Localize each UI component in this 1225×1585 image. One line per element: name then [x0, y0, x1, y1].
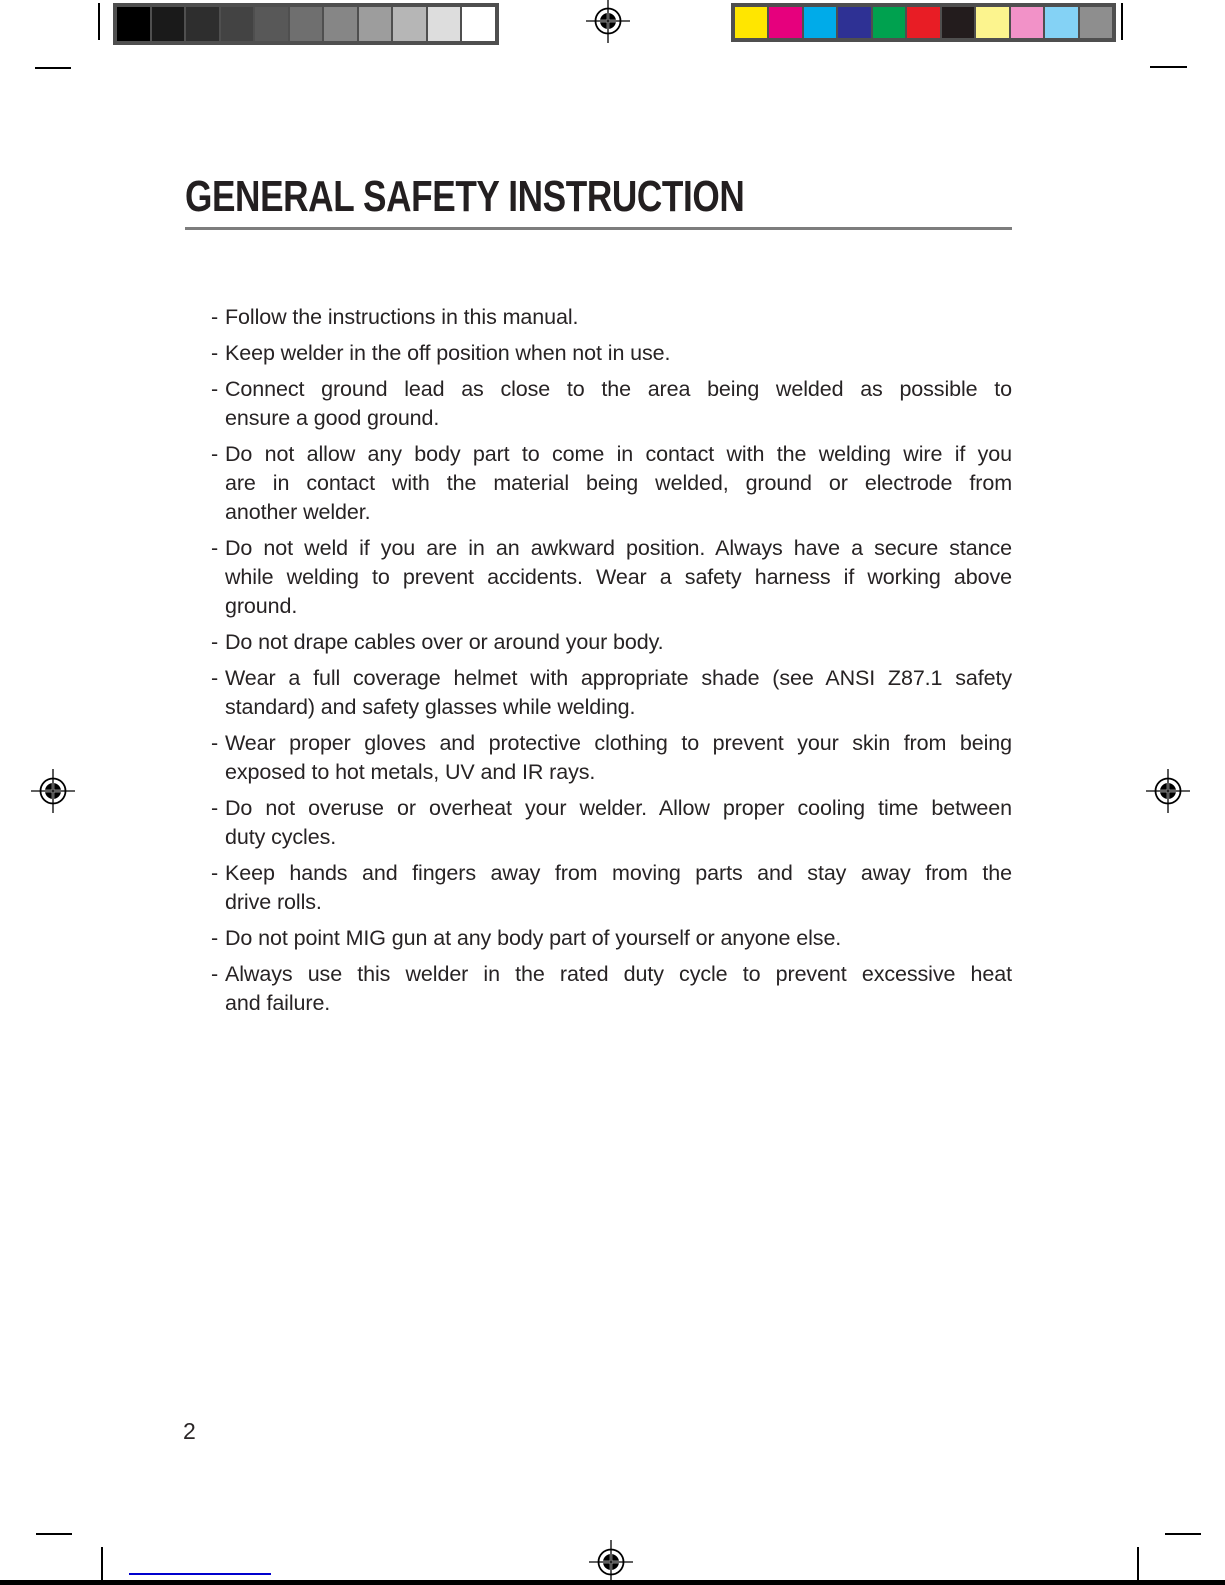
- calibration-swatch: [976, 7, 1008, 38]
- bullet-dash: -: [211, 796, 219, 820]
- crop-mark: [1121, 3, 1123, 40]
- instruction-item: [211, 794, 1012, 852]
- instruction-line: Do not allow any body part to come in contact with the welding wire if you: [225, 442, 1012, 466]
- bullet-dash: -: [211, 731, 219, 755]
- color-calibration-bar: [731, 3, 1116, 42]
- instruction-line: Wear proper gloves and protective clothing to prevent your skin from being: [225, 731, 1012, 755]
- calibration-swatch: [1045, 7, 1077, 38]
- calibration-swatch: [942, 7, 974, 38]
- bullet-dash: -: [211, 377, 219, 401]
- calibration-swatch: [907, 7, 939, 38]
- crop-mark: [36, 1533, 72, 1535]
- instruction-line: Keep hands and fingers away from moving parts and stay away from the: [225, 861, 1012, 885]
- instruction-line: Always use this welder in the rated duty cycle to prevent excessive heat: [225, 962, 1012, 986]
- bullet-dash: -: [211, 861, 219, 885]
- page-title: GENERAL SAFETY INSTRUCTION: [185, 172, 745, 221]
- calibration-swatch: [324, 7, 357, 41]
- instruction-item: [211, 303, 1012, 332]
- instruction-item: [211, 859, 1012, 917]
- bullet-dash: -: [211, 536, 219, 560]
- crop-mark: [35, 67, 71, 69]
- instruction-line: Do not drape cables over or around your body.: [225, 630, 664, 654]
- instruction-line: Do not weld if you are in an awkward position. Always have a secure stance: [225, 536, 1012, 560]
- registration-mark-icon: [1146, 769, 1190, 813]
- bullet-dash: -: [211, 666, 219, 690]
- instruction-text: [225, 664, 1012, 722]
- bullet-dash: -: [211, 962, 219, 986]
- registration-mark-icon: [589, 1540, 633, 1584]
- instruction-line: are in contact with the material being welded, ground or electrode from: [225, 471, 1012, 495]
- instruction-item: [211, 440, 1012, 527]
- bullet-dash: -: [211, 305, 219, 329]
- instruction-line: another welder.: [225, 500, 371, 524]
- instruction-line: standard) and safety glasses while welding.: [225, 695, 636, 719]
- calibration-swatch: [152, 7, 185, 41]
- instruction-text: [225, 729, 1012, 787]
- calibration-swatch: [290, 7, 323, 41]
- instruction-item: [211, 339, 1012, 368]
- crop-mark: [98, 3, 100, 40]
- instruction-line: Do not overuse or overheat your welder. Allow proper cooling time between: [225, 796, 1012, 820]
- instruction-text: [225, 375, 1012, 433]
- instruction-text: [225, 794, 1012, 852]
- calibration-swatch: [462, 7, 495, 41]
- instruction-item: [211, 729, 1012, 787]
- bottom-edge-bar: [0, 1580, 1225, 1585]
- instruction-text: [225, 303, 1012, 332]
- instruction-list: [211, 303, 1012, 1025]
- instruction-line: Keep welder in the off position when not in use.: [225, 341, 671, 365]
- calibration-swatch: [1011, 7, 1043, 38]
- calibration-swatch: [428, 7, 461, 41]
- bullet-dash: -: [211, 926, 219, 950]
- bullet-dash: -: [211, 442, 219, 466]
- instruction-text: [225, 339, 1012, 368]
- instruction-item: [211, 664, 1012, 722]
- calibration-swatch: [221, 7, 254, 41]
- calibration-swatch: [393, 7, 426, 41]
- crop-mark: [1150, 66, 1187, 68]
- crop-mark: [1165, 1533, 1201, 1535]
- calibration-swatch: [804, 7, 836, 38]
- title-rule: [185, 227, 1012, 230]
- calibration-swatch: [186, 7, 219, 41]
- calibration-swatch: [255, 7, 288, 41]
- registration-mark-icon: [586, 0, 630, 43]
- instruction-line: while welding to prevent accidents. Wear a safety harness if working above: [225, 565, 1012, 589]
- instruction-item: [211, 960, 1012, 1018]
- bullet-dash: -: [211, 341, 219, 365]
- instruction-text: [225, 534, 1012, 621]
- calibration-swatch: [1080, 7, 1112, 38]
- instruction-text: [225, 859, 1012, 917]
- instruction-line: Do not point MIG gun at any body part of yourself or anyone else.: [225, 926, 842, 950]
- instruction-line: exposed to hot metals, UV and IR rays.: [225, 760, 596, 784]
- instruction-line: duty cycles.: [225, 825, 337, 849]
- instruction-item: [211, 628, 1012, 657]
- instruction-line: Wear a full coverage helmet with appropriate shade (see ANSI Z87.1 safety: [225, 666, 1012, 690]
- calibration-swatch: [873, 7, 905, 38]
- instruction-line: ground.: [225, 594, 298, 618]
- instruction-line: and failure.: [225, 991, 331, 1015]
- calibration-swatch: [117, 7, 150, 41]
- instruction-line: ensure a good ground.: [225, 406, 440, 430]
- calibration-swatch: [838, 7, 870, 38]
- instruction-line: Follow the instructions in this manual.: [225, 305, 579, 329]
- instruction-text: [225, 960, 1012, 1018]
- instruction-line: Connect ground lead as close to the area being welded as possible to: [225, 377, 1012, 401]
- instruction-text: [225, 628, 1012, 657]
- calibration-swatch: [359, 7, 392, 41]
- calibration-swatch: [769, 7, 801, 38]
- instruction-text: [225, 924, 1012, 953]
- page-number: 2: [183, 1418, 196, 1444]
- registration-mark-icon: [31, 769, 75, 813]
- instruction-item: [211, 375, 1012, 433]
- grayscale-calibration-bar: [113, 3, 499, 45]
- calibration-swatch: [735, 7, 767, 38]
- instruction-text: [225, 440, 1012, 527]
- link-underline: [129, 1573, 271, 1575]
- instruction-item: [211, 924, 1012, 953]
- bullet-dash: -: [211, 630, 219, 654]
- instruction-line: drive rolls.: [225, 890, 322, 914]
- instruction-item: [211, 534, 1012, 621]
